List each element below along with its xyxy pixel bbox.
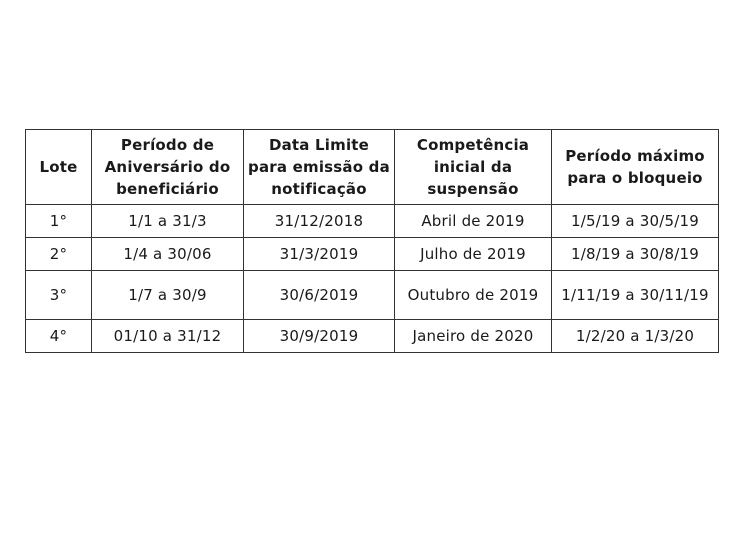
cell-lote: 1° <box>26 205 92 238</box>
cell-lote: 2° <box>26 238 92 271</box>
cell-lote: 4° <box>26 320 92 353</box>
cell-data-limite: 30/9/2019 <box>244 320 395 353</box>
cell-lote: 3° <box>26 271 92 320</box>
header-periodo-aniversario: Período de Aniversário do beneficiário <box>92 130 244 205</box>
table-row <box>26 238 719 271</box>
cell-periodo-aniversario: 1/4 a 30/06 <box>92 238 244 271</box>
cell-competencia-inicial: Janeiro de 2020 <box>395 320 552 353</box>
cell-data-limite: 31/3/2019 <box>244 238 395 271</box>
header-competencia-inicial: Competência inicial da suspensão <box>395 130 552 205</box>
cell-competencia-inicial: Outubro de 2019 <box>395 271 552 320</box>
cell-data-limite: 30/6/2019 <box>244 271 395 320</box>
cell-data-limite: 31/12/2018 <box>244 205 395 238</box>
cell-periodo-maximo: 1/2/20 a 1/3/20 <box>552 320 719 353</box>
cell-competencia-inicial: Julho de 2019 <box>395 238 552 271</box>
header-periodo-maximo: Período máximo para o bloqueio <box>552 130 719 205</box>
cell-periodo-aniversario: 1/1 a 31/3 <box>92 205 244 238</box>
table-row <box>26 205 719 238</box>
header-lote: Lote <box>26 130 92 205</box>
table-row <box>26 271 719 320</box>
header-row <box>26 130 719 205</box>
header-data-limite: Data Limite para emissão da notificação <box>244 130 395 205</box>
cell-periodo-maximo: 1/11/19 a 30/11/19 <box>552 271 719 320</box>
cell-periodo-aniversario: 1/7 a 30/9 <box>92 271 244 320</box>
cell-periodo-aniversario: 01/10 a 31/12 <box>92 320 244 353</box>
cell-competencia-inicial: Abril de 2019 <box>395 205 552 238</box>
cell-periodo-maximo: 1/5/19 a 30/5/19 <box>552 205 719 238</box>
table-row <box>26 320 719 353</box>
cell-periodo-maximo: 1/8/19 a 30/8/19 <box>552 238 719 271</box>
lots-table <box>25 129 719 353</box>
